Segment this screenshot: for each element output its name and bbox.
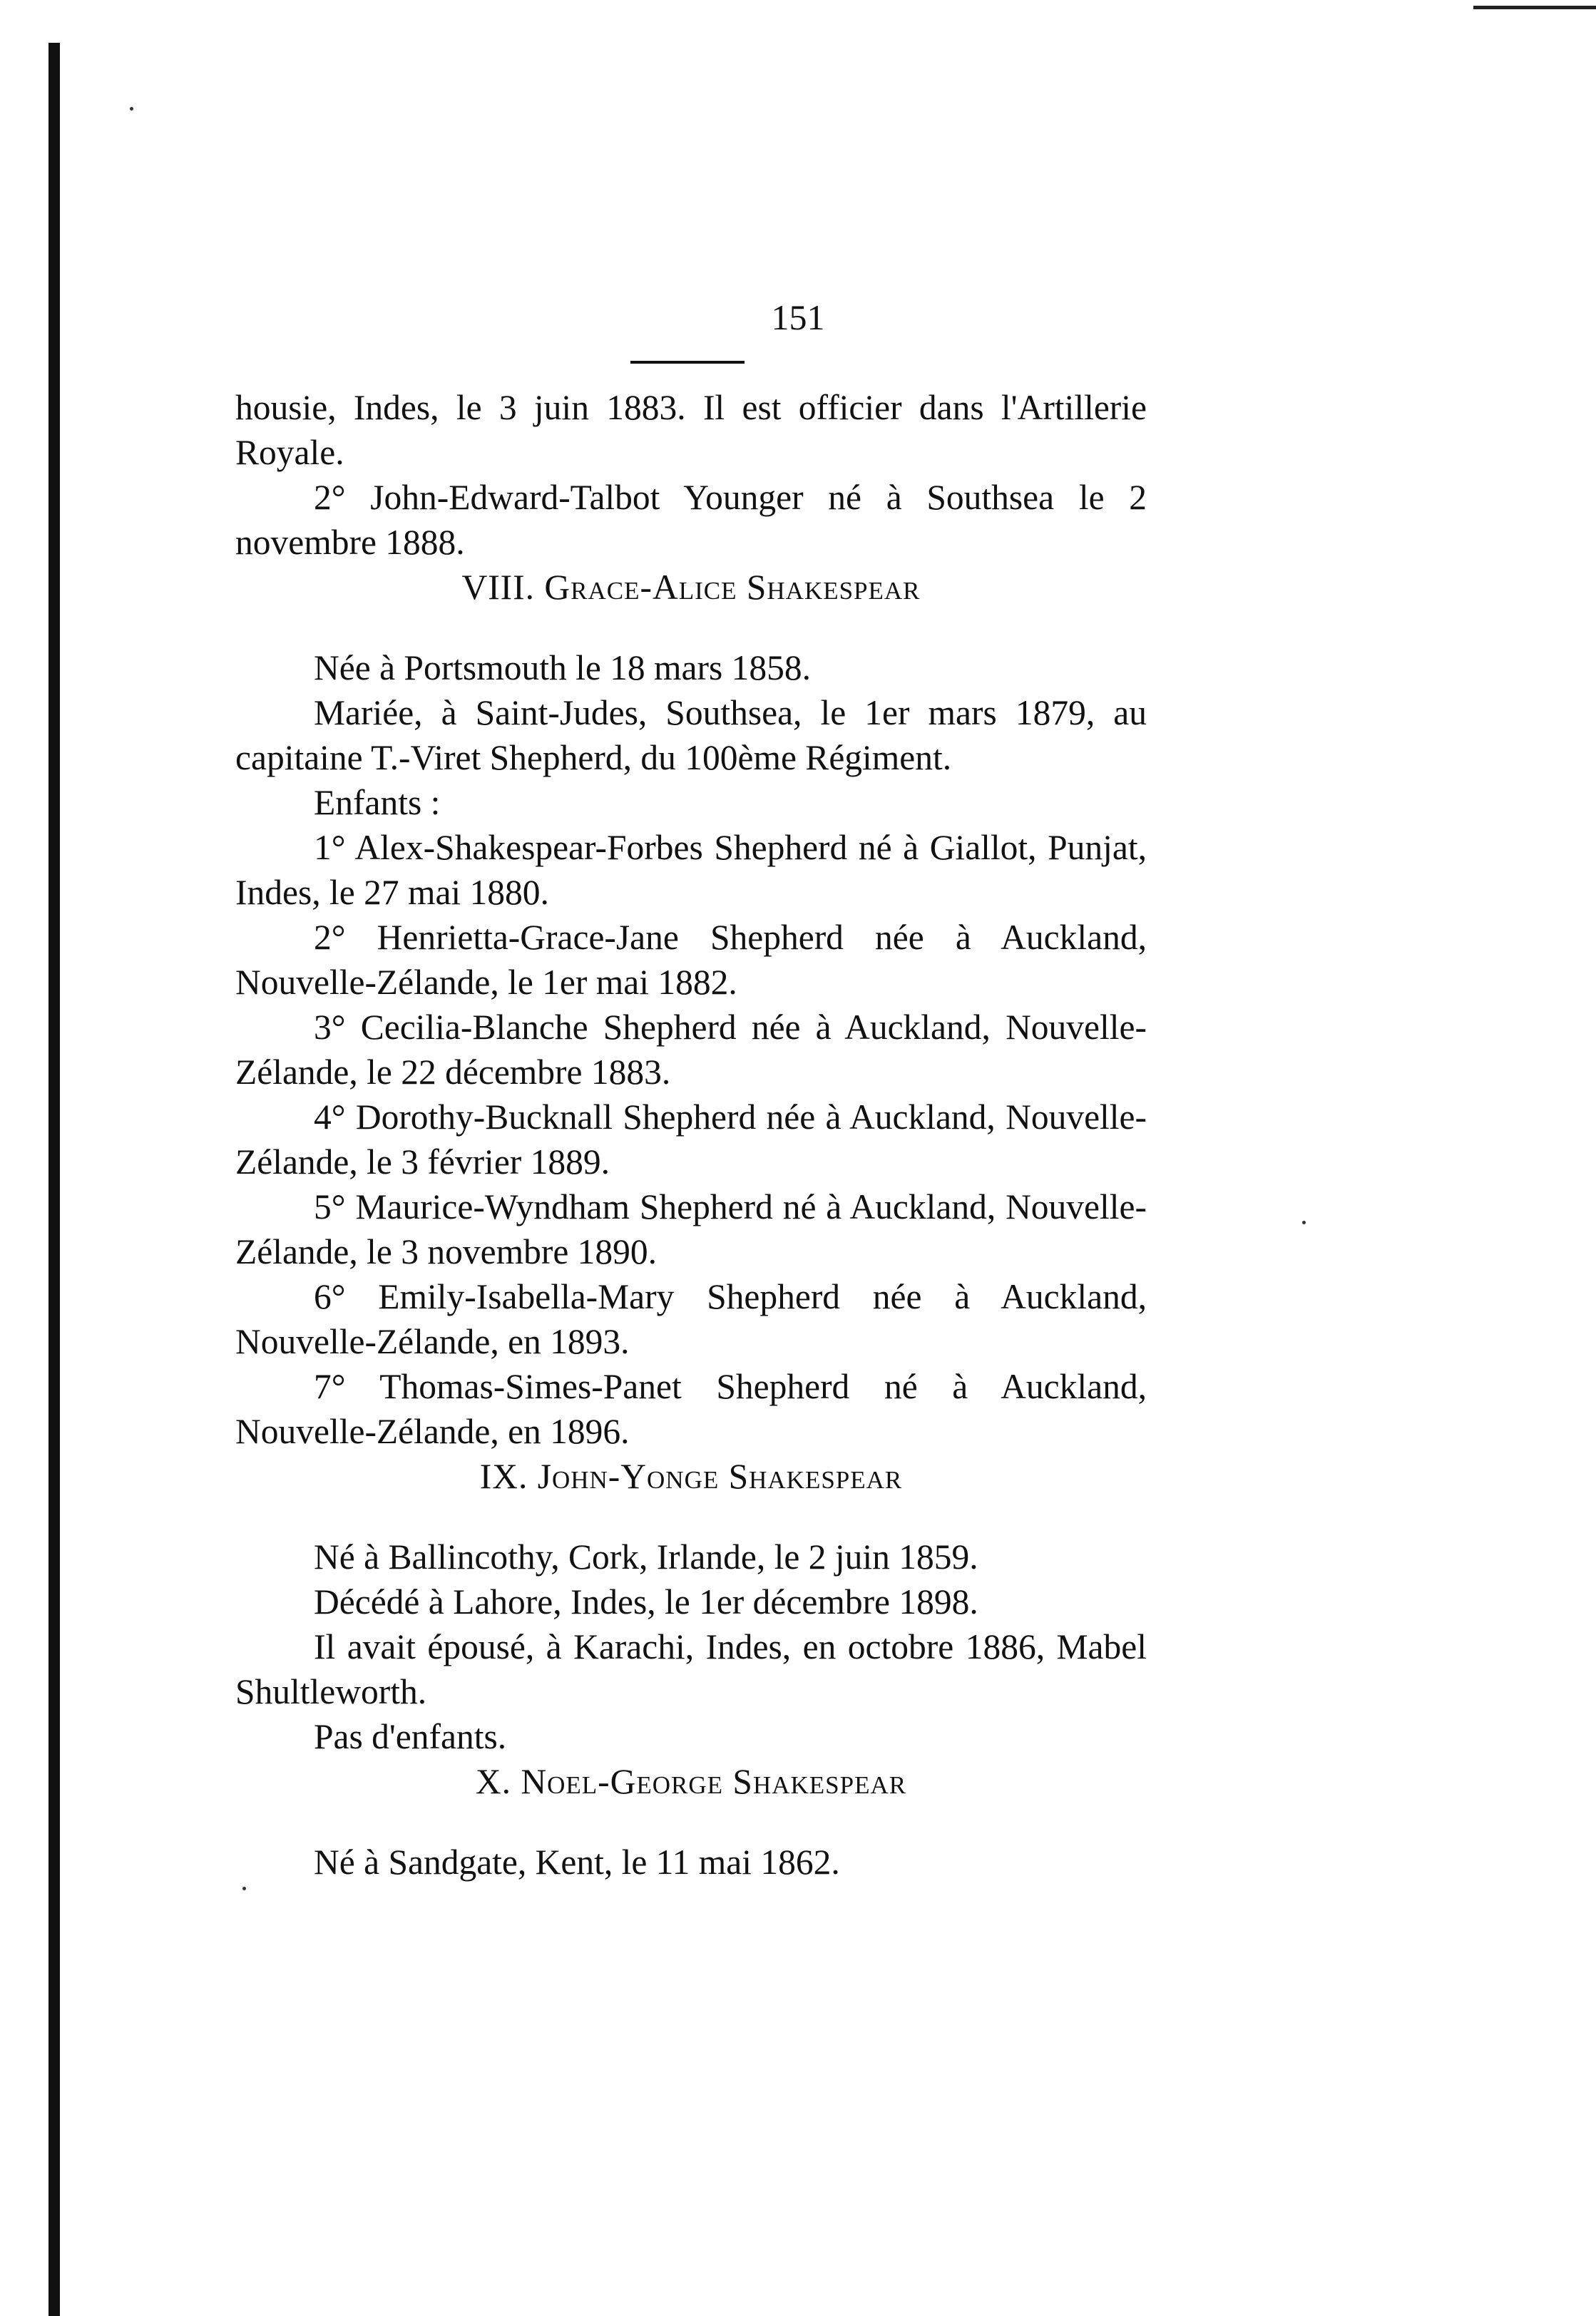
marriage-record: Mariée, à Saint-Judes, Southsea, le 1er mars 1879, au capitaine T.-Viret Shepherd, du 100ème Régiment.	[235, 693, 1147, 777]
birth-record: Né à Sandgate, Kent, le 11 mai 1862.	[314, 1843, 840, 1882]
child-entry: 7° Thomas-Simes-Panet Shepherd né à Auckland, Nouvelle-Zélande, en 1896.	[235, 1367, 1147, 1451]
section-heading: IX. John-Yonge Shakespear	[479, 1457, 903, 1496]
death-record: Décédé à Lahore, Indes, le 1er décembre 1898.	[314, 1582, 978, 1621]
child-entry: 4° Dorothy-Bucknall Shepherd née à Auckland, Nouvelle-Zélande, le 3 février 1889.	[235, 1097, 1147, 1182]
paragraph-continued: housie, Indes, le 3 juin 1883. Il est officier dans l'Artillerie Royale.	[235, 388, 1147, 472]
scan-speck	[1302, 1221, 1306, 1224]
scan-speck	[130, 107, 133, 111]
page-number: 151	[771, 297, 825, 337]
children-label: Enfants :	[314, 783, 441, 822]
page-number-rule	[630, 361, 745, 364]
top-edge-rule	[1473, 6, 1596, 9]
child-entry: 3° Cecilia-Blanche Shepherd née à Auckland, Nouvelle-Zélande, le 22 décembre 1883.	[235, 1008, 1147, 1092]
binding-edge	[48, 43, 60, 2316]
page-body	[235, 385, 1147, 1885]
marriage-record: Il avait épousé, à Karachi, Indes, en octobre 1886, Mabel Shultleworth.	[235, 1627, 1147, 1711]
child-entry: 2° John-Edward-Talbot Younger né à Southsea le 2 novembre 1888.	[235, 478, 1147, 562]
child-entry: 2° Henrietta-Grace-Jane Shepherd née à Auckland, Nouvelle-Zélande, le 1er mai 1882.	[235, 918, 1147, 1002]
birth-record: Né à Ballincothy, Cork, Irlande, le 2 juin 1859.	[314, 1537, 978, 1577]
scan-speck	[242, 1887, 246, 1890]
child-entry: 5° Maurice-Wyndham Shepherd né à Auckland, Nouvelle-Zélande, le 3 novembre 1890.	[235, 1187, 1147, 1271]
child-entry: 6° Emily-Isabella-Mary Shepherd née à Auckland, Nouvelle-Zélande, en 1893.	[235, 1277, 1147, 1361]
birth-record: Née à Portsmouth le 18 mars 1858.	[314, 648, 812, 687]
section-heading: VIII. Grace-Alice Shakespear	[461, 568, 921, 607]
section-heading: X. Noel-George Shakespear	[475, 1762, 907, 1801]
child-entry: 1° Alex-Shakespear-Forbes Shepherd né à Giallot, Punjat, Indes, le 27 mai 1880.	[235, 828, 1147, 912]
children-note: Pas d'enfants.	[314, 1717, 507, 1756]
